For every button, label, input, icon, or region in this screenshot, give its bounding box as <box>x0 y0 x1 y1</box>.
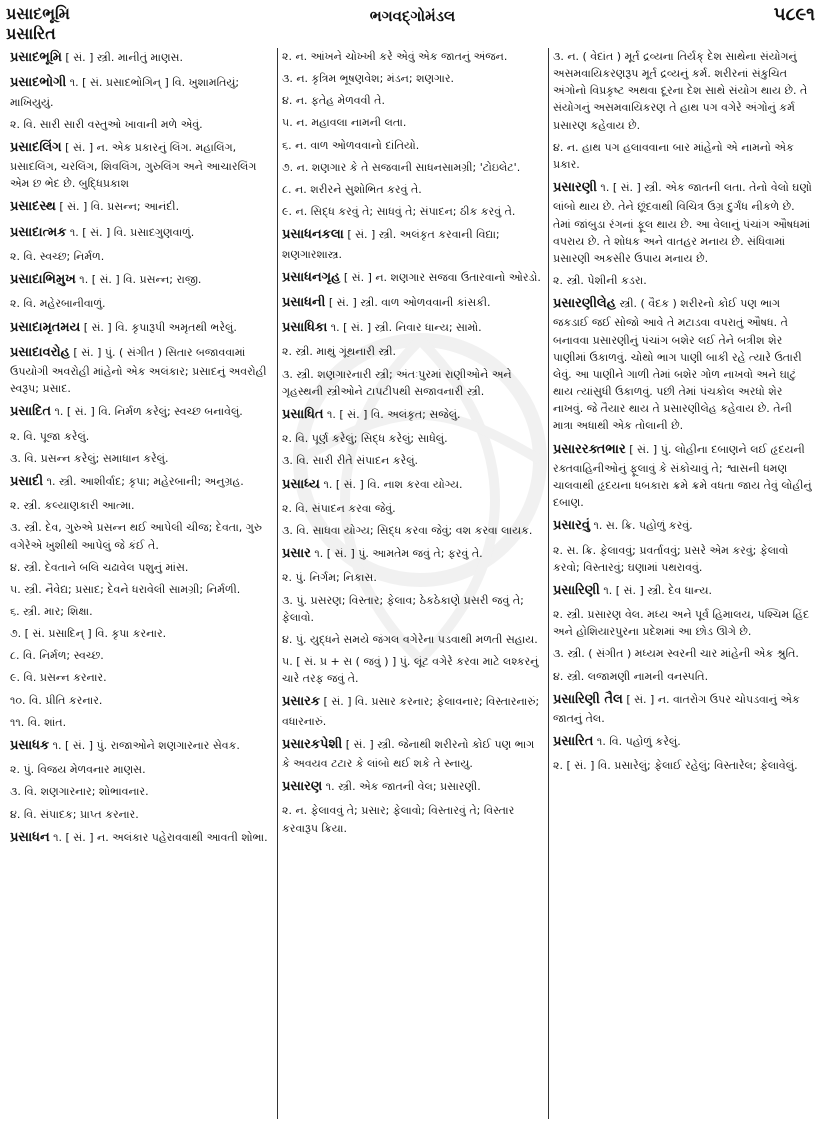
entry-definition: [ સં. ] સ્ત્રી. માનીતું માણસ. <box>61 51 183 64</box>
dictionary-entry <box>10 197 273 217</box>
entry-definition: ૯. વિ. પ્રસન્ન કરનાર. <box>10 671 107 685</box>
entry-headword: પ્રસારક <box>282 694 321 710</box>
entry-definition: ૧. સ. ક્રિ. પહોળું કરવું. <box>589 519 693 533</box>
dictionary-entry <box>10 270 273 290</box>
last-headword: પ્રસારિત <box>6 24 56 43</box>
entry-definition: ૧. [ સં. ] વિ. નાશ કરવા યોગ્ય. <box>319 477 463 491</box>
dictionary-entry <box>282 293 544 313</box>
sense-definition <box>553 48 815 134</box>
entry-headword: પ્રસાધની <box>282 294 326 310</box>
entry-definition: ૬. સ્ત્રી. માર; શિક્ષા. <box>10 605 93 618</box>
sense-definition <box>10 519 273 553</box>
entry-headword: પ્રસાદસ્થ <box>10 199 56 215</box>
entry-definition: [ સં. ] પું. ( સંગીત ) સિતાર બજાવવામાં ઉપયોગી અવરોહી માંહેનો એક અલંકાર; પ્રસાદનું અવરોહી સ્વરૂપ; પ્રસાદ. <box>10 345 267 396</box>
entry-definition: ૧. [ સં. ] સ્ત્રી. દેવ ધાન્ય. <box>599 583 713 597</box>
entry-definition: ૭. [ સં. પ્રસાદિન્ ] વિ. કૃપા કરનાર. <box>10 627 167 641</box>
entry-definition: ૧. [ સં. ] વિ. અલંકૃત; સજેલું. <box>323 407 461 421</box>
sense-definition <box>10 581 273 598</box>
entry-headword: પ્રસાદભોગી <box>10 75 67 91</box>
entry-definition: સ્ત્રી. ( વૈદક ) શરીરનો કોઈ પણ ભાગ જકડાઈ જઈ સોજો આવે તે મટાડવા વપરાતું ઔષધ. તે બનાવવા પ્રસારણીનું પંચાંગ બશેર લઈ તેને બત્રીશ શેર પાણીમાં ઉકાળવું. ચોથો ભાગ પાણી બાકી રહે ત્યારે ઉતારી લેવું. આ પાણીને ગાળી તેમાં બશેર ગોળ નાખવો અને ઘાટું થાય ત્યાંસુધી ઉકાળવું. પછી તેમાં પંચકોલ અરધો શેર નાખવું. જે તૈયાર થાય તે પ્રસારણીલેહ કહેવાય છે. તેની માત્રા અધાથી એક તોલાની છે. <box>553 297 802 433</box>
entry-headword: પ્રસારરક્તભાર <box>553 441 626 457</box>
sense-definition <box>10 625 273 642</box>
entry-definition: ૨. વિ. સંપાદન કરવા જેવું. <box>282 501 396 515</box>
entry-definition: ૧. [ સં. ] વિ. પ્રસાદગુણવાળું. <box>66 225 195 239</box>
sense-definition <box>282 159 544 176</box>
entry-definition: [ સં. ] સ્ત્રી. વાળ ઓળવવાની કાંસકી. <box>325 295 491 309</box>
sense-definition <box>282 653 544 687</box>
dictionary-entry <box>10 402 273 422</box>
dictionary-entry <box>10 73 273 110</box>
entry-headword: પ્રસાદાત્મક <box>10 224 67 240</box>
entry-definition: ૧. સ્ત્રી. એક જાતની વેલ; પ્રસારણી. <box>322 780 481 794</box>
entry-definition: [ સં. ] સ્ત્રી. જેનાથી શરીરનો કોઈ પણ ભાગ કે અવયવ ટટાર કે લાંબો થઈ શકે તે સ્નાયુ. <box>282 737 535 770</box>
dictionary-entry <box>10 343 273 398</box>
dictionary-columns <box>6 48 819 1119</box>
entry-definition: ૩. ન. ( વેદાંત ) મૂર્ત દ્રવ્યના તિર્યક્ દેશ સાથેના સંયોગનું અસમવાયિકરણરૂપ મૂર્ત દ્રવ્યનું કર્મ. શરીરનાં સંકુચિત અંગોનો વિપ્રકૃષ્ટ અથવા દૂરના દેશ સાથે સંયોગ થાય છે. તે સંયોગનું અસમવાયિકરણ તે હાથ પગ વગેરે અંગોનું કર્મ પ્રસારણ કહેવાય છે. <box>553 50 808 132</box>
entry-definition: ૨. [ સં. ] વિ. પ્રસારેલું; ફેલાઈ રહેલું; વિસ્તારેલ; ફેલાવેલું. <box>553 759 798 773</box>
entry-definition: [ સં. ] વિ. કૃપારૂપી અમૃતથી ભરેલું. <box>80 320 237 334</box>
entry-definition: ૫. [ સં. પ્ર + સ ( જવું ) ] પું. લૂંટ વગેરે કરવા માટે લશ્કરનું ચારે તરફ જવું તે. <box>282 654 539 686</box>
sense-definition <box>282 430 544 447</box>
dictionary-entry <box>10 48 273 68</box>
sense-definition <box>282 500 544 517</box>
entry-definition: ૧. સ્ત્રી. આશીર્વાદ; કૃપા; મહેરબાની; અનુગ્રહ. <box>43 474 244 488</box>
dictionary-entry <box>282 318 544 338</box>
entry-headword: પ્રસારિણી તૈલ <box>553 691 623 707</box>
entry-definition: ૩. પું. પ્રસરણ; વિસ્તાર; ફેલાવ; ઠેકઠેકાણે પ્રસરી જવું તે; ફેલાવો. <box>282 593 524 624</box>
dictionary-entry <box>553 690 815 727</box>
entry-headword: પ્રસાર <box>282 546 311 562</box>
entry-headword: પ્રસાદભૂમિ <box>10 50 62 65</box>
dictionary-entry <box>282 405 544 425</box>
entry-headword: પ્રસાધનકલા <box>282 227 344 243</box>
sense-definition <box>282 48 544 65</box>
entry-headword: પ્રસારણીલેહ <box>553 296 616 312</box>
entry-definition: ૭. ન. શણગાર કે તે સજવાની સાધનસામગ્રી; 'ટોઇલેટ'. <box>282 160 521 174</box>
entry-definition: [ સં. ] સ્ત્રી. અલંકૃત કરવાની વિદ્યા; શણગારશાસ્ત્ર. <box>282 228 500 261</box>
entry-definition: ૩. વિ. સારી રીતે સંપાદન કરેલું. <box>282 454 419 468</box>
entry-headword: પ્રસારવું <box>553 518 590 534</box>
entry-definition: ૩. સ્ત્રી. શણગારનારી સ્ત્રી; અંતઃપુરમાં રાણીઓને અને ગૃહસ્થની સ્ત્રીઓને ટાપટીપથી સજાવનારી સ્ત્રી. <box>282 367 512 398</box>
entry-definition: ૯. ન. સિદ્ધ કરવું તે; સાધવું તે; સંપાદન; ઠીક કરવું તે. <box>282 205 516 219</box>
sense-definition <box>282 569 544 586</box>
dictionary-entry <box>553 440 815 512</box>
entry-definition: ૨. પું. નિર્ગમ; નિકાસ. <box>282 571 377 585</box>
sense-definition <box>282 631 544 648</box>
sense-definition <box>10 603 273 620</box>
entry-headword: પ્રસાદામૃતમય <box>10 319 81 335</box>
entry-definition: [ સં. ] વિ. પ્રસન્ન; આનંદી. <box>55 200 180 214</box>
entry-definition: ૧. [ સં. પ્રસાદભોગિન્ ] વિ. ખુશામતિયું; માખિયુયું. <box>10 76 240 109</box>
entry-definition: ૨. પું. વિજય મેળવનાર માણસ. <box>10 763 146 777</box>
entry-headword: પ્રસાધક <box>10 737 50 753</box>
entry-definition: ૧. વિ. પહોળું કરેલું. <box>593 735 681 749</box>
entry-definition: [ સં. ] વિ. પ્રસાર કરનાર; ફેલાવનાર; વિસ્તારનારું; વધારનારું. <box>282 695 540 728</box>
sense-definition <box>10 761 273 778</box>
sense-definition <box>10 497 273 514</box>
dictionary-entry <box>553 581 815 601</box>
dictionary-entry <box>10 736 273 756</box>
entry-headword: પ્રસારિણી <box>553 582 600 598</box>
entry-definition: ૩. વિ. શણગારનાર; શોભાવનાર. <box>10 785 149 799</box>
dictionary-entry <box>10 223 273 243</box>
entry-definition: ૩. વિ. પ્રસન્ન કરેલું; સમાધાન કરેલું. <box>10 451 169 465</box>
dictionary-entry <box>553 178 815 267</box>
sense-definition <box>10 783 273 800</box>
sense-definition <box>10 806 273 823</box>
entry-definition: ૧. [ સં. ] વિ. નિર્મળ કરેલું; સ્વચ્છ બનાવેલું. <box>50 405 243 419</box>
entry-definition: ૪. વિ. સંપાદક; પ્રાપ્ત કરનાર. <box>10 807 139 821</box>
sense-definition <box>282 522 544 539</box>
page-header <box>6 4 819 48</box>
entry-definition: ૧. [ સં. ] સ્ત્રી. નિવાર ધાન્ય; સામો. <box>327 321 482 335</box>
entry-definition: ૪. સ્ત્રી. દેવતાને બલિ ચઢાવેલ પશુનું માંસ. <box>10 560 189 574</box>
entry-definition: ૨. સ્ત્રી. કલ્યાણકારી આત્મા. <box>10 499 135 513</box>
entry-headword: પ્રસાદાવરોહ <box>10 344 70 360</box>
sense-definition <box>10 714 273 731</box>
sense-definition <box>553 606 815 640</box>
sense-definition <box>282 181 544 198</box>
entry-definition: ૪. ન. ફતેહ મેળવવી તે. <box>282 94 385 108</box>
dictionary-entry <box>10 828 273 848</box>
entry-headword: પ્રસારણી <box>553 180 597 196</box>
entry-definition: ૪. પું. યુદ્ધને સમયે જંગલ વગેરેના પડવાથી મળતી સહાય. <box>282 632 538 646</box>
entry-definition: ૨. ન. ફેલાવવું તે; પ્રસાર; ફેલાવો; વિસ્તારવું તે; વિસ્તાર કરવારૂપ ક્રિયા. <box>282 804 515 835</box>
entry-definition: ૨. ન. આંખને ચોખ્ખી કરે એવું એક જાતનું અંજન. <box>282 50 508 63</box>
dictionary-entry <box>282 692 544 729</box>
entry-definition: ૬. ન. વાળ ઓળવવાનો દાંતિયો. <box>282 138 420 152</box>
sense-definition <box>282 366 544 400</box>
entry-definition: ૧૧. વિ. શાંત. <box>10 715 67 729</box>
entry-definition: ૨. સ્ત્રી. પેશીની કડરા. <box>553 273 647 287</box>
entry-definition: ૫. ન. મહાવલા નામની લતા. <box>282 116 407 130</box>
sense-definition <box>10 450 273 467</box>
sense-definition <box>282 114 544 131</box>
sense-definition <box>282 70 544 87</box>
entry-definition: ૩. ન. કૃત્રિમ ભૂષણવેશ; મંડન; શણગાર. <box>282 72 455 86</box>
column-left <box>6 48 277 1119</box>
column-right <box>548 48 819 1119</box>
sense-definition <box>553 645 815 662</box>
entry-definition: ૨. સ્ત્રી. માથું ગૂંથનારી સ્ત્રી. <box>282 345 396 359</box>
dictionary-entry <box>553 516 815 536</box>
entry-definition: ૪. ન. હાથ પગ હલાવવાના બાર માંહેનો એ નામનો એક પ્રકાર. <box>553 140 794 171</box>
entry-definition: [ સં. ] ન. વાતરોગ ઉપર ચોપડવાનું એક જાતનું તેલ. <box>553 692 800 725</box>
dictionary-entry <box>10 472 273 492</box>
page-number: ૫૮૯૧ <box>773 4 815 25</box>
entry-definition: ૩. સ્ત્રી. દેવ, ગુરુએ પ્રસન્ન થઈ આપેલી ચીજ; દેવતા, ગુરુ વગેરેએ ખુશીથી આપેલું જે કંઈ તે. <box>10 521 262 552</box>
dictionary-entry <box>553 294 815 434</box>
entry-definition: ૧. [ સં. ] પું. રાજાઓને શણગારનાર સેવક. <box>49 738 240 752</box>
entry-definition: ૧. [ સં. ] ન. અલંકાર પહેરાવવાથી આવતી શોભા. <box>49 830 268 844</box>
entry-definition: ૨. વિ. સ્વચ્છ; નિર્મળ. <box>10 249 105 263</box>
entry-definition: ૨. વિ. સારી સારી વસ્તુઓ ખાવાની મળે એવું. <box>10 117 203 131</box>
dictionary-entry <box>282 475 544 495</box>
entry-headword: પ્રસાદાભિમુખ <box>10 272 76 288</box>
dictionary-entry <box>553 732 815 752</box>
entry-headword: પ્રસાધિત <box>282 406 324 422</box>
sense-definition <box>282 92 544 109</box>
sense-definition <box>282 452 544 469</box>
entry-definition: ૩. સ્ત્રી. ( સંગીત ) મધ્યમ સ્વરની ચાર માંહેની એક શ્રુતિ. <box>553 647 799 661</box>
entry-definition: ૧. [ સં. ] પું. આમતેમ જવું તે; ફરવું તે. <box>310 547 483 561</box>
sense-definition <box>553 272 815 289</box>
entry-definition: ૧. [ સં. ] સ્ત્રી. એક જાતની લતા. તેનો વેલો ઘણો લાંબો થાય છે. તેને છૂંદવાથી વિચિત્ર ઉગ્ર દુર્ગંધ નીકળે છે. તેમાં જાંબુડા રંગનાં ફૂલ થાય છે. આ વેલાનું પંચાંગ ઔષધમાં વપરાય છે. તે શોધક અને વાતહર મનાય છે. સંધિવામાં પ્રસારણી અકસીર ઉપાય મનાય છે. <box>553 181 812 265</box>
sense-definition <box>10 116 273 133</box>
entry-definition: ૨. વિ. પૂજા કરેલું. <box>10 429 90 443</box>
sense-definition <box>553 542 815 576</box>
entry-definition: ૨. સ. ક્રિ. ફેલાવવું; પ્રવર્તાવવું; પ્રસરે એમ કરવું; ફેલાવો કરવો; વિસ્તારવું; ઘણામાં પથરાવવું. <box>553 543 789 574</box>
entry-headword: પ્રસારકપેશી <box>282 736 343 752</box>
entry-definition: ૧. [ સં. ] વિ. પ્રસન્ન; રાજી. <box>75 273 202 287</box>
entry-definition: ૨. સ્ત્રી. પ્રસારણ વેલ. મધ્ય અને પૂર્વ હિમાલય, પશ્ચિમ હિંદ અને હોશિયારપુરના પ્રદેશમાં આ છોડ ઊગે છે. <box>553 608 810 639</box>
sense-definition <box>10 295 273 312</box>
entry-headword: પ્રસાદી <box>10 473 44 489</box>
sense-definition <box>282 343 544 360</box>
entry-headword: પ્રસાદલિંગ <box>10 139 62 155</box>
entry-headword: પ્રસારણ <box>282 779 323 795</box>
dictionary-entry <box>282 544 544 564</box>
sense-definition <box>10 669 273 686</box>
dictionary-title: ભગવદ્ગોમંડલ <box>369 7 456 25</box>
entry-definition: ૮. વિ. નિર્મળ; સ્વચ્છ. <box>10 649 104 663</box>
entry-definition: ૮. ન. શરીરને સુશોભિત કરવું તે. <box>282 182 422 196</box>
entry-definition: ૪. સ્ત્રી. લજામણી નામની વનસ્પતિ. <box>553 669 709 683</box>
sense-definition <box>10 248 273 265</box>
sense-definition <box>10 647 273 664</box>
dictionary-entry <box>282 268 544 288</box>
sense-definition <box>10 559 273 576</box>
dictionary-entry <box>282 225 544 262</box>
entry-headword: પ્રસાધ્ય <box>282 476 320 492</box>
sense-definition <box>10 692 273 709</box>
dictionary-entry <box>282 735 544 772</box>
column-middle <box>277 48 548 1119</box>
sense-definition <box>282 592 544 626</box>
entry-definition: [ સં. ] ન. શણગાર સજવા ઉતારવાનો ઓરડો. <box>340 270 541 284</box>
entry-headword: પ્રસારિત <box>553 734 594 750</box>
entry-headword: પ્રસાધન <box>10 829 50 845</box>
sense-definition <box>553 139 815 173</box>
sense-definition <box>553 757 815 774</box>
entry-definition: ૫. સ્ત્રી. નૈવેદ્ય; પ્રસાદ; દેવને ધરાવેલી સામગ્રી; નિર્મળી. <box>10 582 241 596</box>
dictionary-entry <box>10 138 273 193</box>
entry-headword: પ્રસાધિકા <box>282 320 328 336</box>
entry-headword: પ્રસાધનગૃહ <box>282 269 341 285</box>
entry-definition: ૩. વિ. સાધવા યોગ્ય; સિદ્ધ કરવા જેવું; વશ કરવા લાયક. <box>282 523 533 537</box>
entry-definition: ૨. વિ. પૂર્ણ કરેલું; સિદ્ધ કરેલું; સાધેલું. <box>282 432 448 446</box>
entry-definition: [ સં. ] ન. એક પ્રકારનું લિંગ. મહાલિંગ, પ્રસાદલિંગ, ચરલિંગ, શિવલિંગ, ગુરુલિંગ અને આચારલિંગ એમ છ ભેદ છે. બુદ્ધિપ્રકાશ <box>10 140 257 191</box>
sense-definition <box>282 203 544 220</box>
entry-definition: ૨. વિ. મહેરબાનીવાળું. <box>10 297 106 311</box>
sense-definition <box>282 137 544 154</box>
first-headword: પ્રસાદભૂમિ <box>6 4 70 23</box>
entry-headword: પ્રસાદિત <box>10 404 51 420</box>
sense-definition <box>553 668 815 685</box>
dictionary-entry <box>10 318 273 338</box>
entry-definition: ૧૦. વિ. પ્રીતિ કરનાર. <box>10 693 103 707</box>
sense-definition <box>282 802 544 836</box>
sense-definition <box>10 428 273 445</box>
dictionary-entry <box>282 777 544 797</box>
entry-definition: [ સં. ] પું. લોહીના દબાણને લઈ હૃદયની રક્તવાહિનીઓનું ફૂલાવું કે સંકોચાવું તે; શ્વાસની ધમણ ચાલવાથી હૃદયના ધબકારા ક્રમે ક્રમે વધતા જાય તેવું લોહીનું દબાણ. <box>553 442 812 510</box>
